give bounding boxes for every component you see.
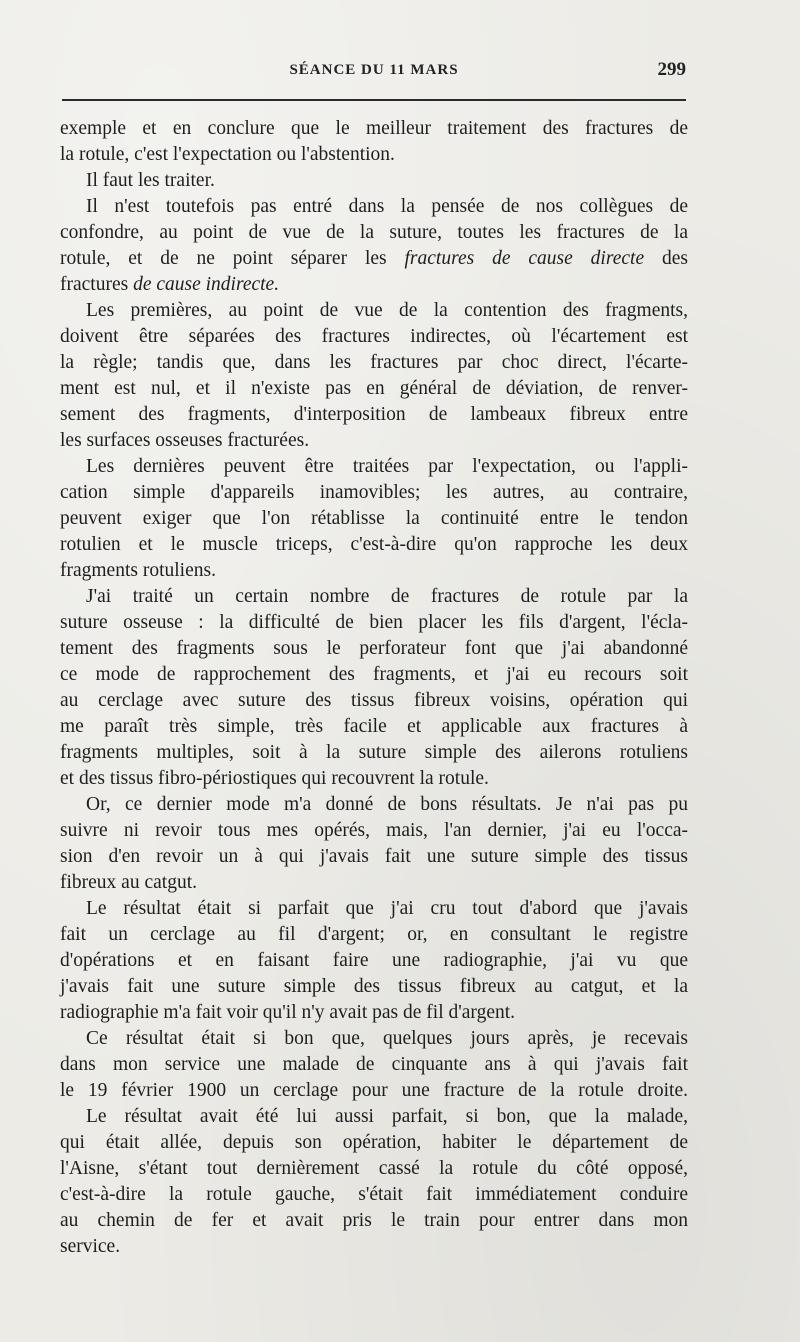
text-line: tement des fragments sous le perforateur font que j'ai abandonné [60, 638, 688, 659]
text-line: fibreux au catgut. [60, 872, 197, 893]
text-line: suivre ni revoir tous mes opérés, mais, l'an dernier, j'ai eu l'occa- [60, 820, 688, 841]
text-line: Le résultat avait été lui aussi parfait, si bon, que la malade, [86, 1106, 688, 1127]
text-line: radiographie m'a fait voir qu'il n'y avait pas de fil d'argent. [60, 1002, 516, 1023]
text-line: service. [60, 1236, 121, 1257]
running-head [62, 59, 686, 86]
text-line: fait un cerclage au fil d'argent; or, en consultant le registre [60, 924, 688, 945]
text-line: Le résultat était si parfait que j'ai cru tout d'abord que j'avais [86, 898, 688, 919]
text-line: Les dernières peuvent être traitées par l'expectation, ou l'appli- [86, 456, 688, 477]
text-line: confondre, au point de vue de la suture, toutes les fractures de la [60, 222, 688, 243]
text-line: cation simple d'appareils inamovibles; les autres, au contraire, [60, 482, 688, 503]
text-line [60, 272, 688, 298]
text-span: des [662, 248, 688, 269]
text-line: la rotule, c'est l'expectation ou l'abstention. [60, 144, 395, 165]
text-line: j'avais fait une suture simple des tissus fibreux au catgut, et la [60, 976, 688, 997]
text-line: qui était allée, depuis son opération, habiter le département de [60, 1132, 688, 1153]
header-rule [62, 99, 686, 101]
running-title: SÉANCE DU 11 MARS [289, 62, 459, 78]
text-line: Or, ce dernier mode m'a donné de bons résultats. Je n'ai pas pu [86, 794, 688, 815]
body-text [60, 116, 688, 1260]
text-line: au chemin de fer et avait pris le train pour entrer dans mon [60, 1210, 688, 1231]
text-line: Il faut les traiter. [86, 170, 215, 191]
italic-span: fractures de cause directe [404, 248, 645, 269]
text-line: suture osseuse : la difficulté de bien placer les fils d'argent, l'écla- [60, 612, 688, 633]
text-line: sement des fragments, d'interposition de lambeaux fibreux entre [60, 404, 688, 425]
text-line: au cerclage avec suture des tissus fibreux voisins, opération qui [60, 690, 688, 711]
text-line: fragments multiples, soit à la suture simple des ailerons rotuliens [60, 742, 688, 763]
text-line: me paraît très simple, très facile et applicable aux fractures à [60, 716, 688, 737]
text-span: rotule, et de ne point séparer les [60, 248, 387, 269]
text-line: et des tissus fibro-périostiques qui recouvrent la rotule. [60, 768, 489, 789]
text-line: les surfaces osseuses fracturées. [60, 430, 310, 451]
text-line: Ce résultat était si bon que, quelques jours après, je recevais [86, 1028, 688, 1049]
text-line: exemple et en conclure que le meilleur traitement des fractures de [60, 118, 688, 139]
text-line: c'est-à-dire la rotule gauche, s'était fait immédiatement conduire [60, 1184, 688, 1205]
text-line: fragments rotuliens. [60, 560, 216, 581]
text-line: doivent être séparées des fractures indirectes, où l'écartement est [60, 326, 688, 347]
text-line: Il n'est toutefois pas entré dans la pensée de nos collègues de [86, 196, 688, 217]
text-line: la règle; tandis que, dans les fractures par choc direct, l'écarte- [60, 352, 688, 373]
text-line: le 19 février 1900 un cerclage pour une fracture de la rotule droite. [60, 1080, 688, 1101]
text-line: l'Aisne, s'étant tout dernièrement cassé la rotule du côté opposé, [60, 1158, 688, 1179]
page-number: 299 [657, 59, 686, 80]
text-line: sion d'en revoir un à qui j'avais fait une suture simple des tissus [60, 846, 688, 867]
text-line: dans mon service une malade de cinquante ans à qui j'avais fait [60, 1054, 688, 1075]
text-line: J'ai traité un certain nombre de fractures de rotule par la [86, 586, 688, 607]
italic-span: de cause indirecte. [133, 274, 280, 295]
text-line: rotulien et le muscle triceps, c'est-à-dire qu'on rapproche les deux [60, 534, 688, 555]
text-span: fractures [60, 274, 129, 295]
text-line: ment est nul, et il n'existe pas en général de déviation, de renver- [60, 378, 688, 399]
text-line: peuvent exiger que l'on rétablisse la continuité entre le tendon [60, 508, 688, 529]
text-line: d'opérations et en faisant faire une radiographie, j'ai vu que [60, 950, 688, 971]
text-line [60, 246, 688, 272]
text-line: Les premières, au point de vue de la contention des fragments, [86, 300, 688, 321]
text-line: ce mode de rapprochement des fragments, et j'ai eu recours soit [60, 664, 688, 685]
